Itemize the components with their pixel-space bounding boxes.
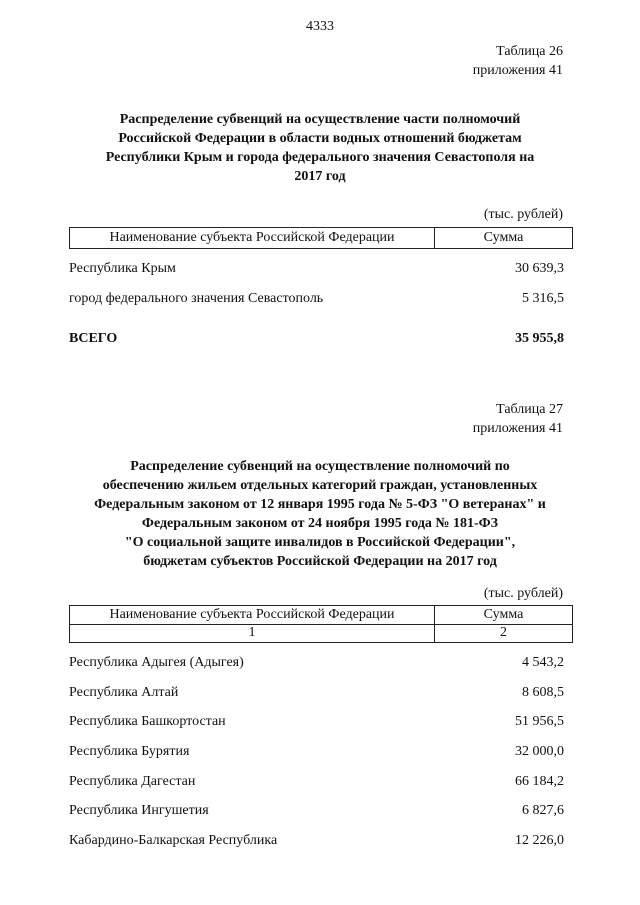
table-26-ref-line2: приложения 41 (472, 63, 563, 78)
column-header-sum: Сумма (483, 230, 524, 245)
table-26-reference (473, 42, 563, 80)
table-26-title (60, 110, 580, 186)
column-number-1: 1 (70, 624, 435, 642)
table-27-header (69, 605, 573, 625)
table-27-column-numbers (69, 624, 573, 643)
title-line: Российской Федерации в области водных отношений бюджетам (118, 131, 522, 146)
table-row (69, 685, 564, 701)
title-line: Распределение субвенций на осуществление полномочий по (130, 459, 510, 474)
table-26-units: (тыс. рублей) (483, 207, 563, 222)
table-27-title (60, 457, 580, 571)
row-value: 5 316,5 (522, 291, 564, 306)
table-row (69, 803, 564, 819)
row-name: Республика Башкортостан (69, 714, 226, 729)
title-line: обеспечению жильем отдельных категорий граждан, установленных (102, 478, 538, 493)
row-value: 51 956,5 (515, 714, 564, 729)
page-number: 4333 (306, 19, 334, 34)
table-27-reference (473, 400, 563, 438)
table-26-ref-line1: Таблица 26 (496, 44, 563, 59)
row-name: город федерального значения Севастополь (69, 291, 324, 306)
row-value: 6 827,6 (522, 803, 564, 818)
table-27-ref-line2: приложения 41 (472, 421, 563, 436)
row-value: 66 184,2 (515, 774, 564, 789)
row-name: Республика Алтай (69, 685, 179, 700)
column-header-sum: Сумма (483, 607, 524, 622)
table-27-ref-line1: Таблица 27 (496, 402, 563, 417)
row-name: Республика Дагестан (69, 774, 196, 789)
title-line: Распределение субвенций на осуществление части полномочий (119, 112, 521, 127)
table-row (69, 744, 564, 760)
row-name: Республика Крым (69, 261, 176, 276)
title-line: "О социальной защите инвалидов в Российской Федерации", (124, 535, 516, 550)
row-value: 32 000,0 (515, 744, 564, 759)
row-name: Республика Адыгея (Адыгея) (69, 655, 244, 670)
row-name: Кабардино-Балкарская Республика (69, 833, 278, 848)
column-number-2: 2 (500, 625, 507, 640)
row-name: Республика Бурятия (69, 744, 190, 759)
title-line: 2017 год (294, 169, 346, 184)
table-row (69, 714, 564, 730)
table-27-units: (тыс. рублей) (483, 586, 563, 601)
total-value: 35 955,8 (515, 331, 564, 346)
table-total-row (69, 331, 564, 347)
row-name: Республика Ингушетия (69, 803, 209, 818)
title-line: бюджетам субъектов Российской Федерации на 2017 год (143, 554, 497, 569)
column-header-name: Наименование субъекта Российской Федерации (70, 228, 435, 248)
row-value: 4 543,2 (522, 655, 564, 670)
title-line: Федеральным законом от 12 января 1995 года № 5-ФЗ "О ветеранах" и (94, 497, 546, 512)
row-value: 30 639,3 (515, 261, 564, 276)
table-26-header (69, 227, 573, 249)
table-row (69, 833, 564, 849)
row-value: 12 226,0 (515, 833, 564, 848)
table-row (69, 261, 564, 277)
title-line: Федеральным законом от 24 ноября 1995 года № 181-ФЗ (141, 516, 499, 531)
row-value: 8 608,5 (522, 685, 564, 700)
title-line: Республики Крым и города федерального значения Севастополя на (105, 150, 535, 165)
table-row (69, 291, 564, 307)
table-row (69, 655, 564, 671)
total-label: ВСЕГО (69, 331, 118, 346)
column-header-name: Наименование субъекта Российской Федерации (70, 606, 435, 624)
table-row (69, 774, 564, 790)
